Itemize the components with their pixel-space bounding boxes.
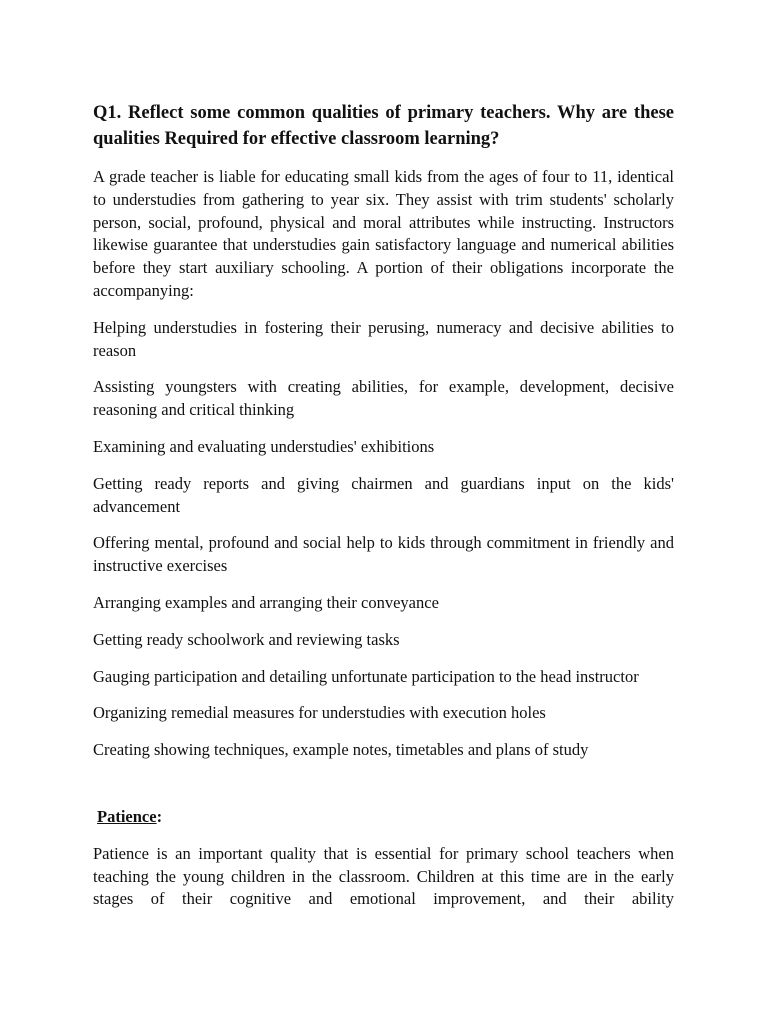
duties-list	[93, 317, 674, 762]
duty-item: Examining and evaluating understudies' exhibitions	[93, 436, 435, 456]
duty-item: Gauging participation and detailing unfortunate participation to the head instructor	[93, 666, 639, 686]
duty-item: Getting ready reports and giving chairmen and guardians input on the kids' advancement	[93, 473, 674, 516]
duty-item: Helping understudies in fostering their perusing, numeracy and decisive abilities to reason	[93, 317, 674, 360]
duty-item: Organizing remedial measures for understudies with execution holes	[93, 703, 546, 723]
duty-item: Assisting youngsters with creating abilities, for example, development, decisive reasoning and critical thinking	[93, 377, 674, 420]
duty-item: Getting ready schoolwork and reviewing tasks	[93, 629, 400, 649]
duty-item: Creating showing techniques, example notes, timetables and plans of study	[93, 740, 589, 760]
question-heading: Q1. Reflect some common qualities of primary teachers. Why are these qualities Required for effective classroom learning?	[93, 103, 674, 149]
section-heading-colon: :	[156, 806, 163, 826]
section-heading-label: Patience	[97, 806, 157, 826]
section-heading	[97, 806, 674, 829]
section-paragraph: Patience is an important quality that is essential for primary school teachers when teaching the young children in the classroom. Children at this time are in the early stages of their cognitive and emotional improvement, and their ability	[93, 843, 674, 909]
document-page	[93, 100, 674, 925]
intro-paragraph: A grade teacher is liable for educating small kids from the ages of four to 11, identical to understudies from gathering to year six. They assist with trim students' scholarly person, social, profound, physical and moral attributes while instructing. Instructors likewise guarantee that understudies gain satisfactory language and numerical abilities before they start auxiliary schooling. A portion of their obligations incorporate the accompanying:	[93, 167, 674, 300]
duty-item: Offering mental, profound and social help to kids through commitment in friendly and instructive exercises	[93, 533, 674, 576]
duty-item: Arranging examples and arranging their conveyance	[93, 592, 439, 612]
